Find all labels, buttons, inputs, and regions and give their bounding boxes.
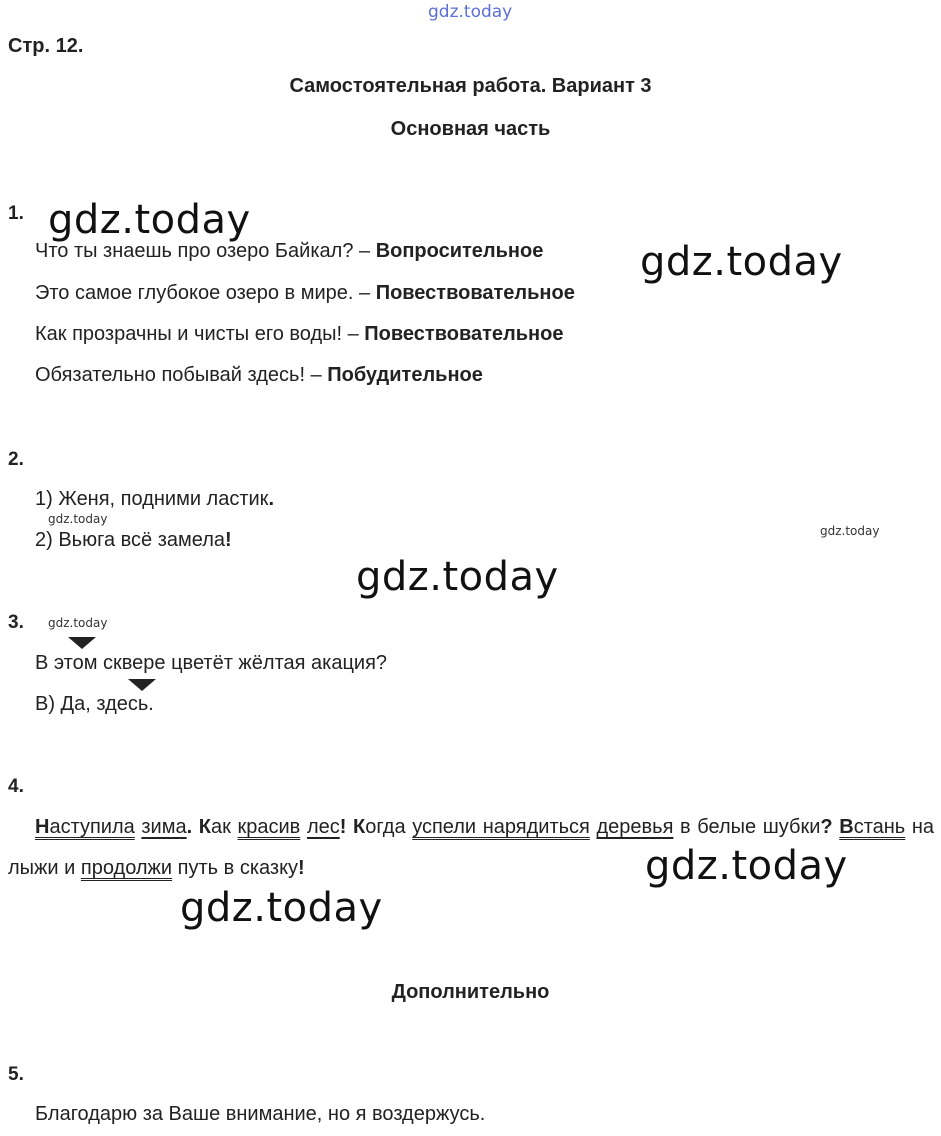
word: путь в сказку (172, 857, 299, 879)
watermark-small: gdz.today (48, 616, 108, 630)
sentence-line (35, 323, 563, 346)
word: шубки (762, 816, 821, 838)
predicate-word: успели нарядиться (412, 816, 590, 838)
capital-letter: К (198, 816, 212, 838)
sentence-line (35, 240, 543, 263)
sentence-text: Это самое глубокое озеро в мире. – (35, 282, 376, 304)
punctuation-mark: ? (820, 816, 833, 838)
watermark: gdz.today (645, 843, 848, 889)
task-number: 2. (8, 449, 24, 470)
page-subtitle: Основная часть (390, 118, 551, 140)
stress-mark-icon (128, 679, 156, 691)
watermark-small: gdz.today (820, 524, 880, 538)
predicate-word: аступила (49, 816, 135, 838)
punctuation-mark: . (186, 816, 193, 838)
answer-text: Вопросительное (375, 240, 544, 262)
answer-text: Повествовательное (375, 282, 575, 304)
sentence-line (35, 282, 575, 305)
punctuation-mark: ! (225, 529, 232, 551)
page-label: Стр. 12. (8, 35, 84, 57)
watermark-small: gdz.today (48, 512, 108, 526)
punctuation-mark: ! (339, 816, 347, 838)
sentence-text: Обязательно побывай здесь! – (35, 364, 328, 386)
task-number: 3. (8, 612, 24, 633)
task-number: 4. (8, 776, 24, 797)
sentence-text: 2) Вьюга всё замела (35, 529, 226, 551)
capital-letter: В (839, 816, 854, 838)
sentence-line (35, 364, 483, 387)
answer-text: Побудительное (327, 364, 483, 386)
sentence-line: В этом сквере цветёт жёлтая акация? (35, 652, 388, 674)
word: на лыжи и (8, 816, 935, 879)
sentence-text: Как прозрачны и чисты его воды! – (35, 323, 365, 345)
parsed-text (8, 807, 934, 889)
sentence-line: В) Да, здесь. (35, 693, 154, 715)
predicate-word: стань (853, 816, 906, 838)
word: в белые (673, 816, 757, 838)
subject-word: зима (141, 816, 187, 838)
subject-word: лес (306, 816, 340, 838)
watermark: gdz.today (180, 885, 383, 931)
sentence-line: Благодарю за Ваше внимание, но я воздержусь. (35, 1103, 486, 1125)
answer-text: Повествовательное (364, 323, 564, 345)
predicate-word: продолжи (80, 857, 173, 879)
subject-letter: Н (35, 816, 50, 838)
sentence-line (35, 488, 274, 511)
watermark: gdz.today (48, 197, 251, 243)
capital-letter: К (353, 816, 366, 838)
task-number: 5. (8, 1064, 24, 1085)
stress-mark-icon (68, 637, 96, 649)
sentence-text: 1) Женя, подними ластик (35, 488, 269, 510)
word: ак (211, 816, 231, 838)
task-number: 1. (8, 203, 24, 224)
page-title: Самостоятельная работа. Вариант 3 (289, 75, 652, 97)
word: огда (365, 816, 406, 838)
section-heading: Дополнительно (391, 981, 550, 1003)
predicate-word: красив (237, 816, 301, 838)
punctuation-mark: ! (298, 857, 305, 879)
punctuation-mark: . (268, 488, 274, 510)
subject-word: деревья (596, 816, 674, 838)
sentence-line (35, 529, 232, 552)
watermark: gdz.today (640, 239, 843, 285)
sentence-text: Что ты знаешь про озеро Байкал? – (35, 240, 376, 262)
watermark-top: gdz.today (428, 2, 513, 22)
watermark: gdz.today (356, 554, 559, 600)
